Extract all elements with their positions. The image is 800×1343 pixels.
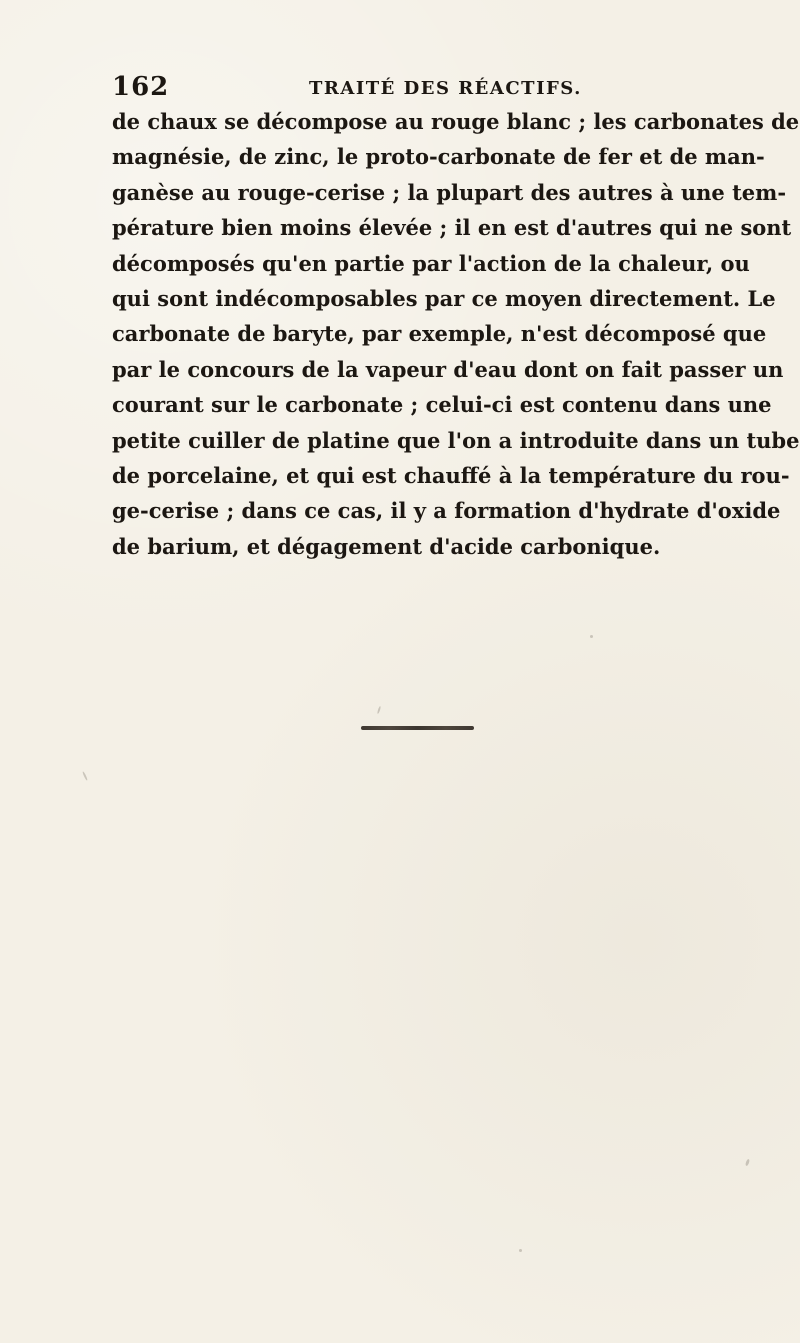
- paper-speck: [745, 1159, 750, 1167]
- text-line: par le concours de la vapeur d'eau dont on fait passer un: [112, 356, 784, 382]
- text-line: de barium, et dégagement d'acide carbonique.: [112, 533, 661, 559]
- text-line: petite cuiller de platine que l'on a introduite dans un tube: [112, 427, 800, 453]
- text-line: courant sur le carbonate ; celui-ci est contenu dans une: [112, 392, 772, 418]
- text-line: ge-cerise ; dans ce cas, il y a formation d'hydrate d'oxide: [112, 498, 781, 524]
- text-line: carbonate de baryte, par exemple, n'est décomposé que: [112, 321, 767, 347]
- text-line: décomposés qu'en partie par l'action de la chaleur, ou: [112, 250, 750, 276]
- paper-speck: [590, 635, 593, 638]
- text-line: de porcelaine, et qui est chauffé à la température du rou-: [112, 463, 790, 489]
- page-header: [112, 72, 672, 102]
- text-line: de chaux se décompose au rouge blanc ; les carbonates de: [112, 109, 800, 134]
- text-line: magnésie, de zinc, le proto-carbonate de fer et de man-: [112, 144, 765, 170]
- body-text: [112, 104, 800, 564]
- text-line: ganèse au rouge-cerise ; la plupart des autres à une tem-: [112, 179, 787, 205]
- text-line: pérature bien moins élevée ; il en est d'autres qui ne sont: [112, 215, 792, 241]
- section-divider-rule: [361, 726, 474, 730]
- paper-speck: [377, 706, 381, 714]
- paper-speck: [519, 1249, 522, 1252]
- page-number: 162: [112, 72, 170, 102]
- running-title: TRAITÉ DES RÉACTIFS.: [309, 78, 582, 99]
- paper-speck: [82, 771, 88, 781]
- text-line: qui sont indécomposables par ce moyen directement. Le: [112, 286, 776, 312]
